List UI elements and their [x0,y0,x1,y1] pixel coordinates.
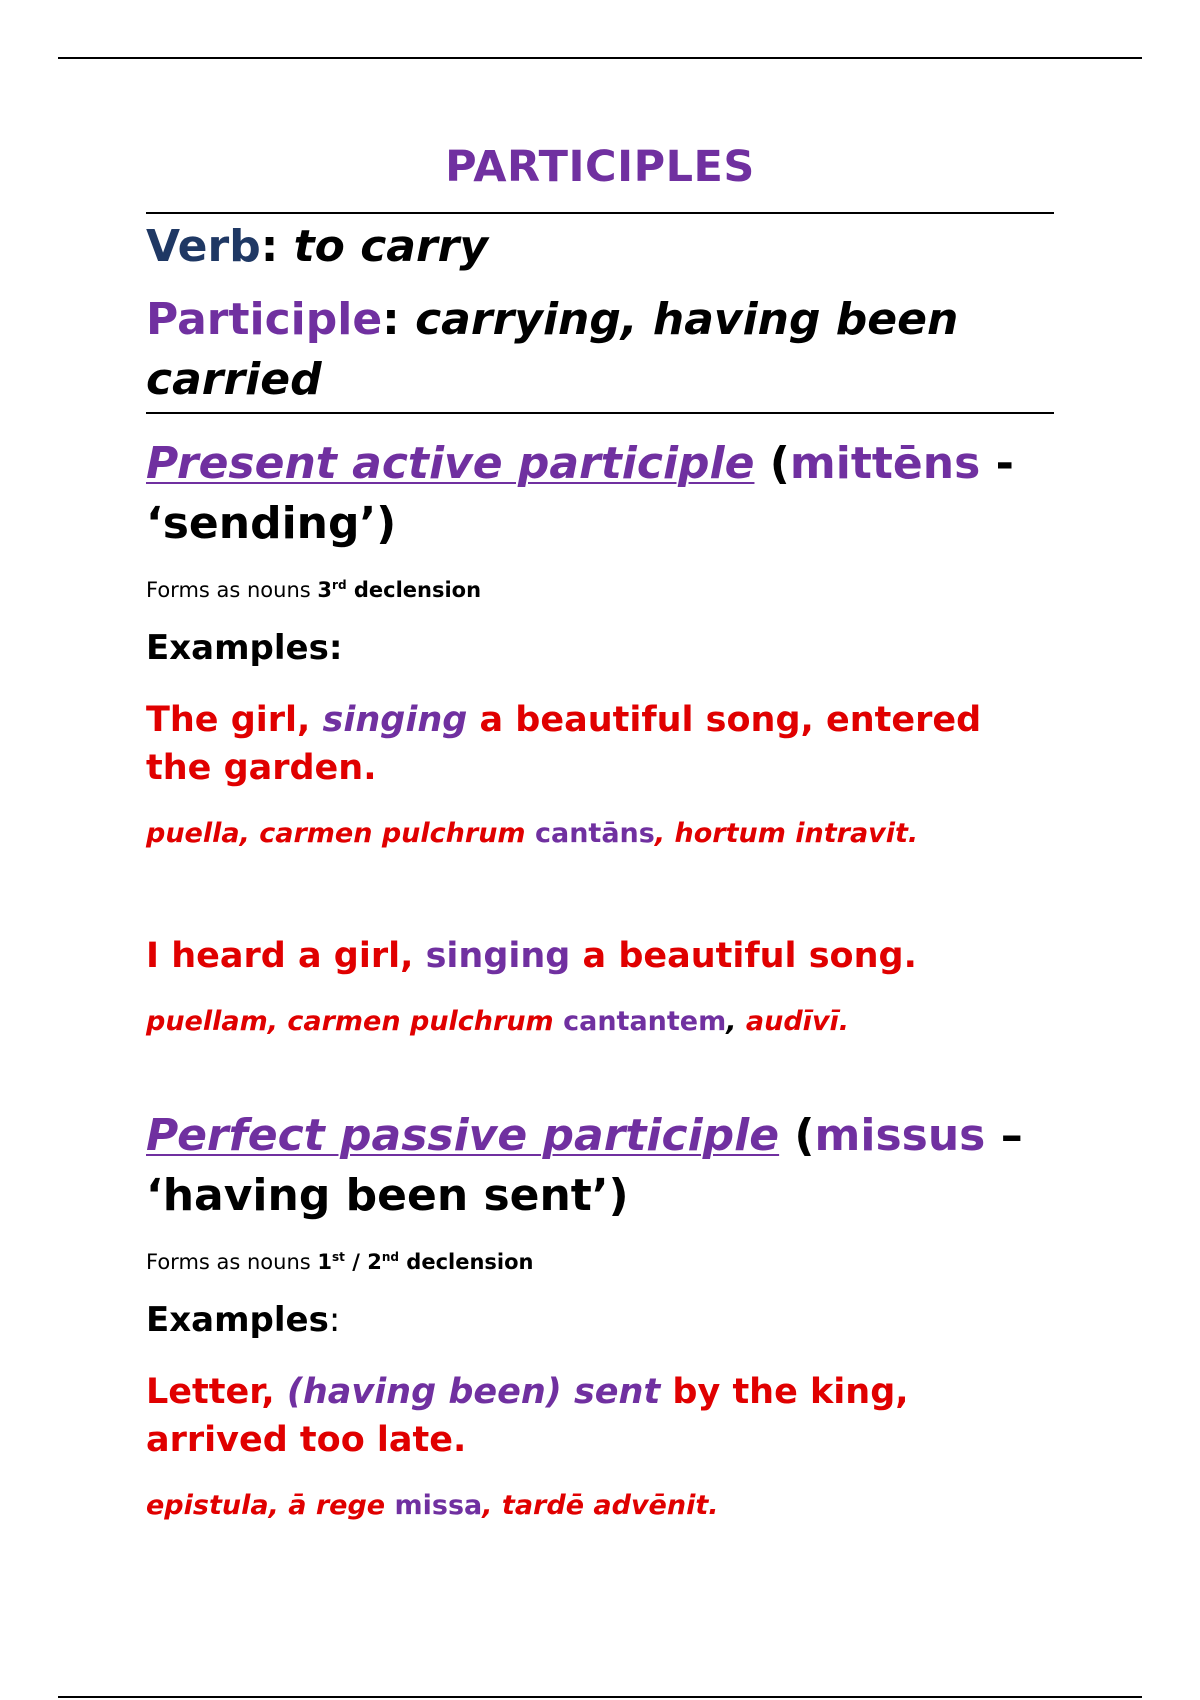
perfect-ex1-la-term: missa [394,1490,483,1521]
perfect-meaning: ‘having been sent’) [146,1170,629,1221]
perfect-ex1-en-before: Letter, [146,1372,287,1412]
present-forms-prefix: Forms as nouns [146,578,318,602]
perfect-latin-form: missus [814,1110,986,1161]
perfect-ex1-en-highlight: (having been) sent [286,1372,661,1412]
present-ex1-en-highlight: singing [322,700,468,740]
perfect-forms-separator: / [344,1250,368,1274]
participle-value: carrying, having been carried [146,294,959,405]
present-examples-label: Examples: [146,628,343,668]
present-participle-heading [146,434,1054,554]
participle-label: Participle [146,294,383,345]
present-ex2-la-after: audīvī. [736,1006,850,1037]
perfect-forms-number-2: 2 [367,1250,382,1274]
present-ex2-en-after: a beautiful song. [570,936,917,976]
title-divider [146,212,1054,214]
perfect-forms-suffix: declension [398,1250,534,1274]
verb-label: Verb [146,221,261,272]
participle-line [146,290,1054,410]
present-dash: - [980,438,1014,489]
present-example-2-english [146,932,1054,980]
perfect-example-1-latin [146,1488,1054,1524]
present-ex1-en-after: a beautiful song, entered the garden. [146,700,982,788]
present-ex1-la-after: , hortum intravit. [654,818,919,849]
present-paren-open: ( [754,438,790,489]
present-ex2-la-before: puellam, carmen pulchrum [146,1006,564,1037]
present-ex2-en-before: I heard a girl, [146,936,426,976]
present-ex1-la-before: puella, carmen pulchrum [146,818,535,849]
definition-divider [146,412,1054,414]
participle-colon: : [382,294,400,345]
present-forms-suffix: declension [346,578,482,602]
perfect-examples-colon: : [328,1300,341,1340]
perfect-ex1-la-before: epistula, ā rege [146,1490,395,1521]
perfect-forms-sup-1: st [332,1250,345,1264]
present-meaning: ‘sending’) [146,498,397,549]
perfect-heading-title: Perfect passive participle [146,1110,780,1161]
present-example-1-english [146,696,1054,792]
present-forms-number: 3 [317,578,333,602]
perfect-participle-heading [146,1106,1054,1226]
present-ex2-la-comma: , [726,1006,737,1037]
present-forms-note [146,576,1054,604]
perfect-forms-prefix: Forms as nouns [146,1250,318,1274]
perfect-ex1-la-after: , tardē advēnit. [482,1490,719,1521]
perfect-paren-open: ( [779,1110,815,1161]
perfect-dash: – [985,1110,1023,1161]
perfect-example-1-english [146,1368,1054,1464]
present-heading-title: Present active participle [146,438,755,489]
page-title: PARTICIPLES [445,142,755,192]
present-ex2-en-highlight: singing [425,936,571,976]
top-page-rule [58,57,1142,59]
bottom-page-rule [58,1696,1142,1698]
perfect-examples-text: Examples [146,1300,329,1340]
verb-colon: : [260,221,279,272]
present-ex1-en-before: The girl, [146,700,323,740]
perfect-forms-sup-2: nd [381,1250,399,1264]
perfect-forms-number-1: 1 [317,1250,333,1274]
perfect-ex1-en-after: by the king, arrived too late. [146,1372,909,1460]
present-ex1-la-term: cantāns [534,818,655,849]
present-example-2-latin [146,1004,1054,1040]
present-ex2-la-term: cantantem [563,1006,727,1037]
verb-line [146,216,1054,278]
document-body [146,138,1054,1524]
perfect-examples-label [146,1298,1054,1342]
present-forms-sup: rd [332,578,347,592]
present-latin-form: mittēns [789,438,981,489]
perfect-forms-note [146,1248,1054,1276]
present-example-1-latin [146,816,1054,852]
verb-value: to carry [293,221,489,272]
